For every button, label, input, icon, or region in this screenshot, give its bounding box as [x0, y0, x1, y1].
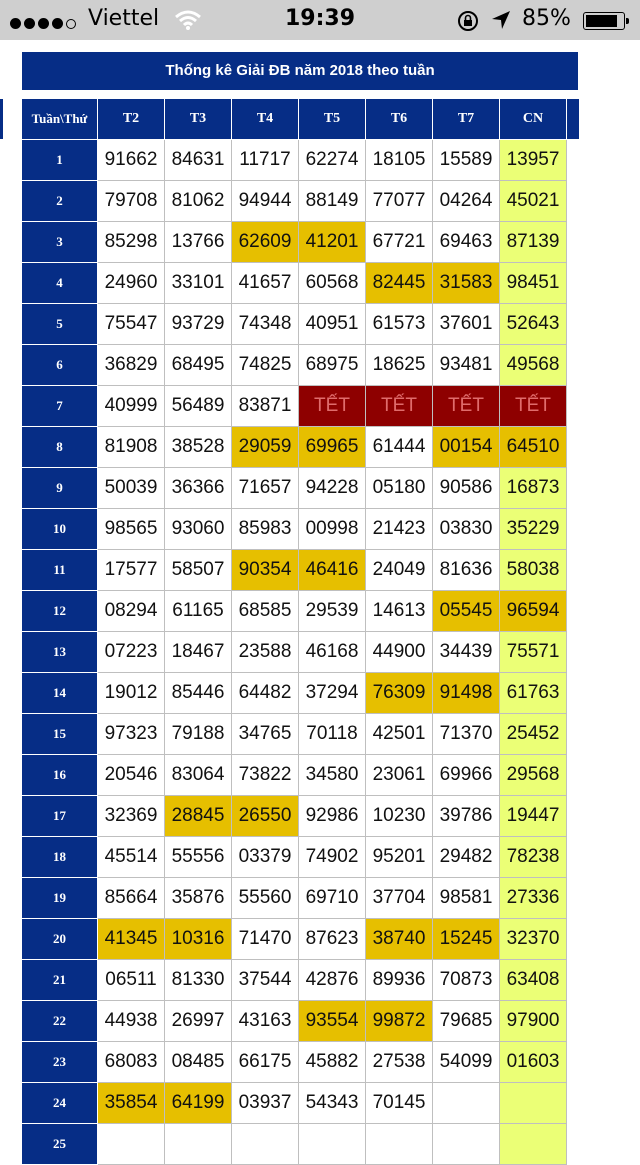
result-cell: 96594	[500, 591, 567, 632]
week-number: 11	[22, 550, 98, 591]
week-number: 20	[22, 919, 98, 960]
battery-tip	[626, 18, 629, 24]
result-cell: 69965	[299, 427, 366, 468]
result-cell: 85298	[98, 222, 165, 263]
table-row	[22, 427, 567, 468]
result-cell: 45514	[98, 837, 165, 878]
result-cell: 82445	[366, 263, 433, 304]
result-cell: 69966	[433, 755, 500, 796]
table-row	[22, 468, 567, 509]
table-row	[22, 1124, 567, 1165]
table-row	[22, 796, 567, 837]
result-cell: 71657	[232, 468, 299, 509]
result-cell: 24049	[366, 550, 433, 591]
result-cell	[500, 1124, 567, 1165]
result-cell: 93729	[165, 304, 232, 345]
battery-percent: 85%	[522, 6, 571, 31]
result-cell: 27336	[500, 878, 567, 919]
week-number: 24	[22, 1083, 98, 1124]
week-number: 10	[22, 509, 98, 550]
result-cell: 98451	[500, 263, 567, 304]
header-day: CN	[500, 99, 567, 140]
result-cell: 31583	[433, 263, 500, 304]
result-cell: 10316	[165, 919, 232, 960]
result-cell: 26997	[165, 1001, 232, 1042]
result-cell: TẾT	[500, 386, 567, 427]
result-cell: 68495	[165, 345, 232, 386]
week-number: 14	[22, 673, 98, 714]
result-cell: 58507	[165, 550, 232, 591]
result-cell: 54343	[299, 1083, 366, 1124]
result-cell: 39786	[433, 796, 500, 837]
result-cell: 98565	[98, 509, 165, 550]
result-cell: 13957	[500, 140, 567, 181]
result-cell: 66175	[232, 1042, 299, 1083]
result-cell: 62609	[232, 222, 299, 263]
result-cell	[232, 1124, 299, 1165]
result-cell: 99872	[366, 1001, 433, 1042]
result-cell: 42876	[299, 960, 366, 1001]
week-number: 5	[22, 304, 98, 345]
table-row	[22, 304, 567, 345]
result-cell: 08485	[165, 1042, 232, 1083]
week-number: 17	[22, 796, 98, 837]
battery-level	[586, 15, 617, 27]
result-cell: 79708	[98, 181, 165, 222]
result-cell: 93060	[165, 509, 232, 550]
result-cell	[500, 1083, 567, 1124]
header-day: T4	[232, 99, 299, 140]
result-cell: 06511	[98, 960, 165, 1001]
result-cell: 88149	[299, 181, 366, 222]
result-cell: 44900	[366, 632, 433, 673]
result-cell: 32370	[500, 919, 567, 960]
result-cell: 24960	[98, 263, 165, 304]
header-day: T3	[165, 99, 232, 140]
result-cell: 91662	[98, 140, 165, 181]
week-number: 18	[22, 837, 98, 878]
result-cell: 55556	[165, 837, 232, 878]
result-cell: 93481	[433, 345, 500, 386]
result-cell: 64482	[232, 673, 299, 714]
result-cell: 94944	[232, 181, 299, 222]
result-cell: 70873	[433, 960, 500, 1001]
result-cell: 85664	[98, 878, 165, 919]
week-number: 12	[22, 591, 98, 632]
result-cell: 46416	[299, 550, 366, 591]
header-day: T7	[433, 99, 500, 140]
result-cell: 75547	[98, 304, 165, 345]
table-row	[22, 140, 567, 181]
result-cell: 89936	[366, 960, 433, 1001]
header-day: T6	[366, 99, 433, 140]
result-cell	[433, 1083, 500, 1124]
result-cell: 35229	[500, 509, 567, 550]
header-week: Tuần\Thứ	[22, 99, 98, 140]
result-cell: 81908	[98, 427, 165, 468]
result-cell: 93554	[299, 1001, 366, 1042]
week-number: 8	[22, 427, 98, 468]
result-cell: 97900	[500, 1001, 567, 1042]
result-cell: 64510	[500, 427, 567, 468]
table-row	[22, 878, 567, 919]
result-cell: 03830	[433, 509, 500, 550]
table-row	[22, 919, 567, 960]
table-row	[22, 1083, 567, 1124]
result-cell: 61573	[366, 304, 433, 345]
result-cell	[366, 1124, 433, 1165]
table-row	[22, 673, 567, 714]
result-cell: 78238	[500, 837, 567, 878]
result-cell: 87623	[299, 919, 366, 960]
result-cell: 29539	[299, 591, 366, 632]
result-cell: 85983	[232, 509, 299, 550]
result-cell: 54099	[433, 1042, 500, 1083]
result-cell: 90586	[433, 468, 500, 509]
result-cell: 21423	[366, 509, 433, 550]
result-cell: 29482	[433, 837, 500, 878]
result-cell: 25452	[500, 714, 567, 755]
result-cell: 60568	[299, 263, 366, 304]
result-cell: 20546	[98, 755, 165, 796]
carrier-name: Viettel	[88, 6, 160, 31]
result-cell: 81330	[165, 960, 232, 1001]
header-day: T5	[299, 99, 366, 140]
results-table	[21, 98, 567, 1165]
table-row	[22, 263, 567, 304]
table-row	[22, 509, 567, 550]
result-cell: 75571	[500, 632, 567, 673]
result-cell: 16873	[500, 468, 567, 509]
week-number: 1	[22, 140, 98, 181]
result-cell: 68585	[232, 591, 299, 632]
result-cell: 77077	[366, 181, 433, 222]
result-cell: 46168	[299, 632, 366, 673]
result-cell: 90354	[232, 550, 299, 591]
result-cell: 55560	[232, 878, 299, 919]
result-cell: 38528	[165, 427, 232, 468]
result-cell: TẾT	[299, 386, 366, 427]
result-cell: 43163	[232, 1001, 299, 1042]
week-number: 19	[22, 878, 98, 919]
result-cell: 15589	[433, 140, 500, 181]
result-cell: 84631	[165, 140, 232, 181]
result-cell: 37544	[232, 960, 299, 1001]
result-cell: 37601	[433, 304, 500, 345]
result-cell: 68083	[98, 1042, 165, 1083]
result-cell: 97323	[98, 714, 165, 755]
result-cell: 19447	[500, 796, 567, 837]
result-cell: 36366	[165, 468, 232, 509]
result-cell: 70145	[366, 1083, 433, 1124]
result-cell: 37294	[299, 673, 366, 714]
result-cell: 00998	[299, 509, 366, 550]
week-number: 22	[22, 1001, 98, 1042]
result-cell: 52643	[500, 304, 567, 345]
result-cell: 27538	[366, 1042, 433, 1083]
result-cell: 63408	[500, 960, 567, 1001]
result-cell: 15245	[433, 919, 500, 960]
result-cell: 40951	[299, 304, 366, 345]
result-cell: 83871	[232, 386, 299, 427]
result-cell: 00154	[433, 427, 500, 468]
result-cell: 41657	[232, 263, 299, 304]
week-number: 21	[22, 960, 98, 1001]
result-cell	[165, 1124, 232, 1165]
table-row	[22, 222, 567, 263]
rotation-lock-icon	[456, 9, 480, 37]
result-cell: 61763	[500, 673, 567, 714]
result-cell: 34439	[433, 632, 500, 673]
result-cell: 29568	[500, 755, 567, 796]
clock-time: 19:39	[284, 6, 356, 31]
result-cell: 03379	[232, 837, 299, 878]
location-arrow-icon	[490, 9, 512, 35]
result-cell: 74825	[232, 345, 299, 386]
result-cell: 45021	[500, 181, 567, 222]
table-body	[22, 140, 567, 1165]
result-cell: 08294	[98, 591, 165, 632]
result-cell: 69710	[299, 878, 366, 919]
table-row	[22, 181, 567, 222]
table-title: Thống kê Giải ĐB năm 2018 theo tuần	[22, 52, 578, 90]
table-row	[22, 550, 567, 591]
result-cell: 81062	[165, 181, 232, 222]
result-cell	[299, 1124, 366, 1165]
result-cell: 85446	[165, 673, 232, 714]
table-row	[22, 1001, 567, 1042]
result-cell: TẾT	[366, 386, 433, 427]
result-cell: 38740	[366, 919, 433, 960]
result-cell: 17577	[98, 550, 165, 591]
result-cell: 76309	[366, 673, 433, 714]
week-number: 23	[22, 1042, 98, 1083]
result-cell: 26550	[232, 796, 299, 837]
table-row	[22, 755, 567, 796]
result-cell: 49568	[500, 345, 567, 386]
result-cell: 69463	[433, 222, 500, 263]
table-row	[22, 386, 567, 427]
result-cell: 91498	[433, 673, 500, 714]
result-cell: 68975	[299, 345, 366, 386]
result-cell: 28845	[165, 796, 232, 837]
week-number: 13	[22, 632, 98, 673]
result-cell: 07223	[98, 632, 165, 673]
header-tail	[565, 99, 579, 139]
result-cell: 95201	[366, 837, 433, 878]
result-cell: 23588	[232, 632, 299, 673]
week-number: 2	[22, 181, 98, 222]
result-cell: TẾT	[433, 386, 500, 427]
result-cell: 74902	[299, 837, 366, 878]
result-cell: 42501	[366, 714, 433, 755]
week-number: 16	[22, 755, 98, 796]
result-cell: 70118	[299, 714, 366, 755]
result-cell: 01603	[500, 1042, 567, 1083]
battery-icon	[583, 12, 625, 30]
result-cell: 05545	[433, 591, 500, 632]
result-cell: 23061	[366, 755, 433, 796]
week-number: 4	[22, 263, 98, 304]
result-cell: 34765	[232, 714, 299, 755]
result-cell: 71370	[433, 714, 500, 755]
table-row	[22, 837, 567, 878]
result-cell: 32369	[98, 796, 165, 837]
result-cell: 87139	[500, 222, 567, 263]
result-cell: 98581	[433, 878, 500, 919]
table-row	[22, 632, 567, 673]
week-number: 6	[22, 345, 98, 386]
week-number: 25	[22, 1124, 98, 1165]
result-cell: 44938	[98, 1001, 165, 1042]
week-number: 15	[22, 714, 98, 755]
result-cell: 14613	[366, 591, 433, 632]
header-row	[22, 99, 567, 140]
table-row	[22, 960, 567, 1001]
result-cell: 37704	[366, 878, 433, 919]
result-cell: 03937	[232, 1083, 299, 1124]
table-row	[22, 1042, 567, 1083]
result-cell: 67721	[366, 222, 433, 263]
result-cell: 34580	[299, 755, 366, 796]
result-cell: 33101	[165, 263, 232, 304]
result-cell: 45882	[299, 1042, 366, 1083]
header-edge	[0, 99, 3, 139]
table-row	[22, 345, 567, 386]
result-cell: 58038	[500, 550, 567, 591]
result-cell: 71470	[232, 919, 299, 960]
result-cell: 74348	[232, 304, 299, 345]
result-cell: 56489	[165, 386, 232, 427]
result-cell: 18467	[165, 632, 232, 673]
result-cell: 92986	[299, 796, 366, 837]
result-cell: 94228	[299, 468, 366, 509]
result-cell	[433, 1124, 500, 1165]
result-cell: 13766	[165, 222, 232, 263]
result-cell: 50039	[98, 468, 165, 509]
result-cell: 35854	[98, 1083, 165, 1124]
result-cell: 83064	[165, 755, 232, 796]
week-number: 3	[22, 222, 98, 263]
result-cell: 61444	[366, 427, 433, 468]
result-cell: 61165	[165, 591, 232, 632]
header-day: T2	[98, 99, 165, 140]
result-cell: 41345	[98, 919, 165, 960]
result-cell	[98, 1124, 165, 1165]
result-cell: 19012	[98, 673, 165, 714]
result-cell: 04264	[433, 181, 500, 222]
result-cell: 73822	[232, 755, 299, 796]
result-cell: 11717	[232, 140, 299, 181]
table-row	[22, 591, 567, 632]
result-cell: 79188	[165, 714, 232, 755]
result-cell: 41201	[299, 222, 366, 263]
week-number: 9	[22, 468, 98, 509]
result-cell: 18625	[366, 345, 433, 386]
result-cell: 81636	[433, 550, 500, 591]
result-cell: 64199	[165, 1083, 232, 1124]
result-cell: 05180	[366, 468, 433, 509]
result-cell: 36829	[98, 345, 165, 386]
status-bar	[0, 0, 640, 40]
result-cell: 18105	[366, 140, 433, 181]
table-row	[22, 714, 567, 755]
result-cell: 10230	[366, 796, 433, 837]
week-number: 7	[22, 386, 98, 427]
result-cell: 35876	[165, 878, 232, 919]
result-cell: 29059	[232, 427, 299, 468]
result-cell: 62274	[299, 140, 366, 181]
result-cell: 79685	[433, 1001, 500, 1042]
result-cell: 40999	[98, 386, 165, 427]
